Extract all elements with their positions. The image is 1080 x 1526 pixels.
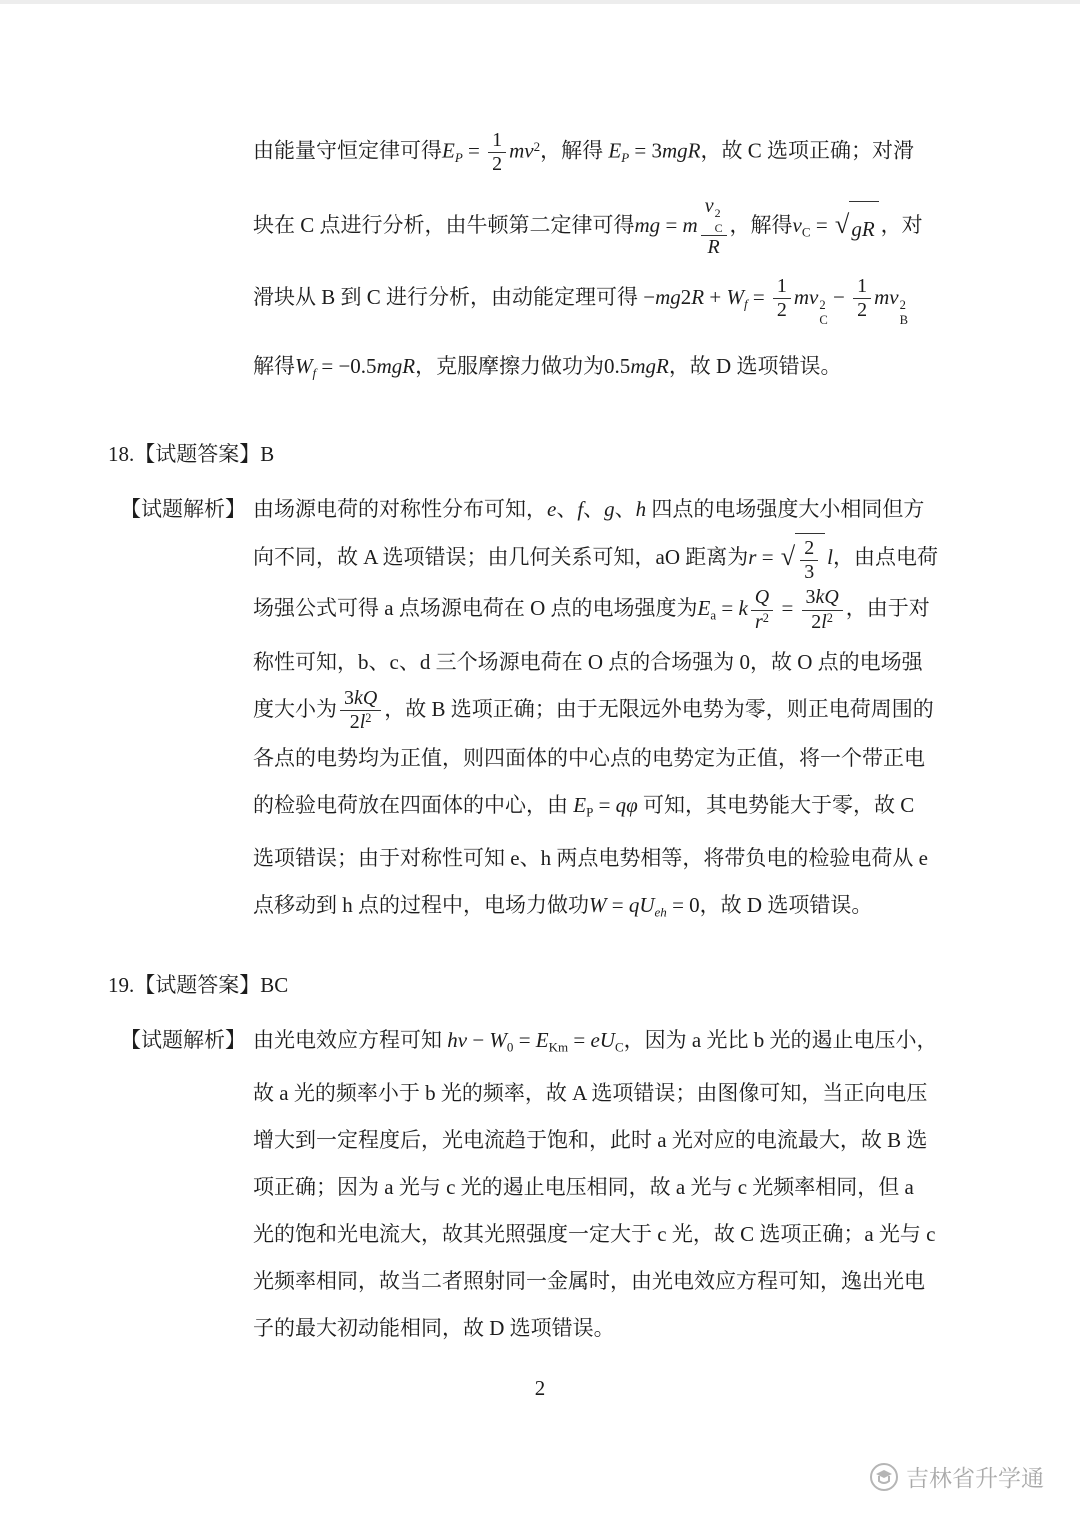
text-line: 解得$W_f = -0.5mgR$，克服摩擦力做功为0.5mgR，故 D 选项错误。 (253, 354, 842, 381)
text-line: 向不同，故 A 选项错误；由几何关系可知，aO 距离为r = √ $\frac{2}{3}$ l，由点电荷 (253, 533, 972, 585)
analysis-block (120, 1017, 972, 1353)
watermark-text: 吉林省升学通 (906, 1465, 1044, 1491)
text-line: 光的饱和光电流大，故其光照强度一定大于 c 光，故 C 选项正确；a 光与 c (253, 1222, 936, 1247)
text-line: 由光电效应方程可知 hv − $W_0 = E_{Km} = eU_C$，因为 a 光比 b 光的遏止电压小， (253, 1027, 938, 1055)
analysis-label: 【试题解析】 (120, 496, 246, 521)
text-line: 称性可知，b、c、d 三个场源电荷在 O 点的合场强为 0，故 O 点的电场强 (253, 649, 923, 674)
analysis-block (120, 486, 972, 936)
text-line: 场强公式可得 a 点场源电荷在 O 点的电场强度为$E_a = k$ $\frac{Q}{r^2}$ = $\frac{3kQ}{2l^2}$ ，由于对 (253, 586, 930, 633)
text-line: 增大到一定程度后，光电流趋于饱和，此时 a 光对应的电流最大，故 B 选 (253, 1128, 928, 1153)
text-line: 点移动到 h 点的过程中，电场力做功$W = qU_{eh} = 0$，故 D 选项错误。 (253, 893, 873, 920)
text-line: 光频率相同，故当二者照射同一金属时，由光电效应方程可知，逸出光电 (253, 1269, 925, 1294)
text-line: 选项错误；由于对称性可知 e、h 两点电势相等，将带负电的检验电荷从 e (253, 846, 928, 871)
text-line: 各点的电势均为正值，则四面体的中心点的电势定为正值，将一个带正电 (253, 745, 925, 770)
analysis-label: 【试题解析】 (120, 1027, 246, 1052)
text-line: 由场源电荷的对称性分布可知，e、f、g、h 四点的电场强度大小相同但方 (253, 496, 925, 521)
page-number: 2 (534, 1376, 546, 1400)
heading-line: 18.【试题答案】B (108, 441, 275, 466)
answer-heading (108, 431, 1080, 478)
heading-line: 19.【试题答案】BC (108, 972, 289, 997)
text-line: 块在 C 点进行分析，由牛顿第二定律可得mg = m v 2 C R ，解得$v_C$ = √ gR ，对 (253, 195, 923, 259)
text-line: 故 a 光的频率小于 b 光的频率，故 A 选项错误；由图像可知，当正向电压 (253, 1081, 928, 1106)
text-line: 的检验电荷放在四面体的中心，由 $E_P = q\varphi$ 可知，其电势能大于零，故 C (253, 792, 915, 820)
text-line: 项正确；因为 a 光与 c 光的遏止电压相同，故 a 光与 c 光频率相同，但 a (253, 1175, 914, 1200)
text-line: 由能量守恒定律可得$E_P$ = $\frac{1}{2}$ $mv^2$，解得 $E_P = 3mgR$，故 C 选项正确；对滑 (253, 128, 914, 176)
graduation-logo-icon (869, 1462, 899, 1492)
answer-heading (108, 962, 1080, 1009)
text-line: 度大小为 $\frac{3kQ}{2l^2}$ ，故 B 选项正确；由于无限远外电势为零，则正电荷周围的 (253, 686, 934, 734)
document-body (0, 116, 1080, 1352)
text-line: 滑块从 B 到 C 进行分析，由动能定理可得 $-mg2R + W_f$ = $\frac{1}{2}$ mv 2 C − $\frac{1}{2}$ mv 2 B (253, 274, 909, 328)
solution-paragraph (253, 116, 972, 405)
text-line: 子的最大初动能相同，故 D 选项错误。 (253, 1316, 615, 1341)
watermark (869, 1460, 1044, 1493)
